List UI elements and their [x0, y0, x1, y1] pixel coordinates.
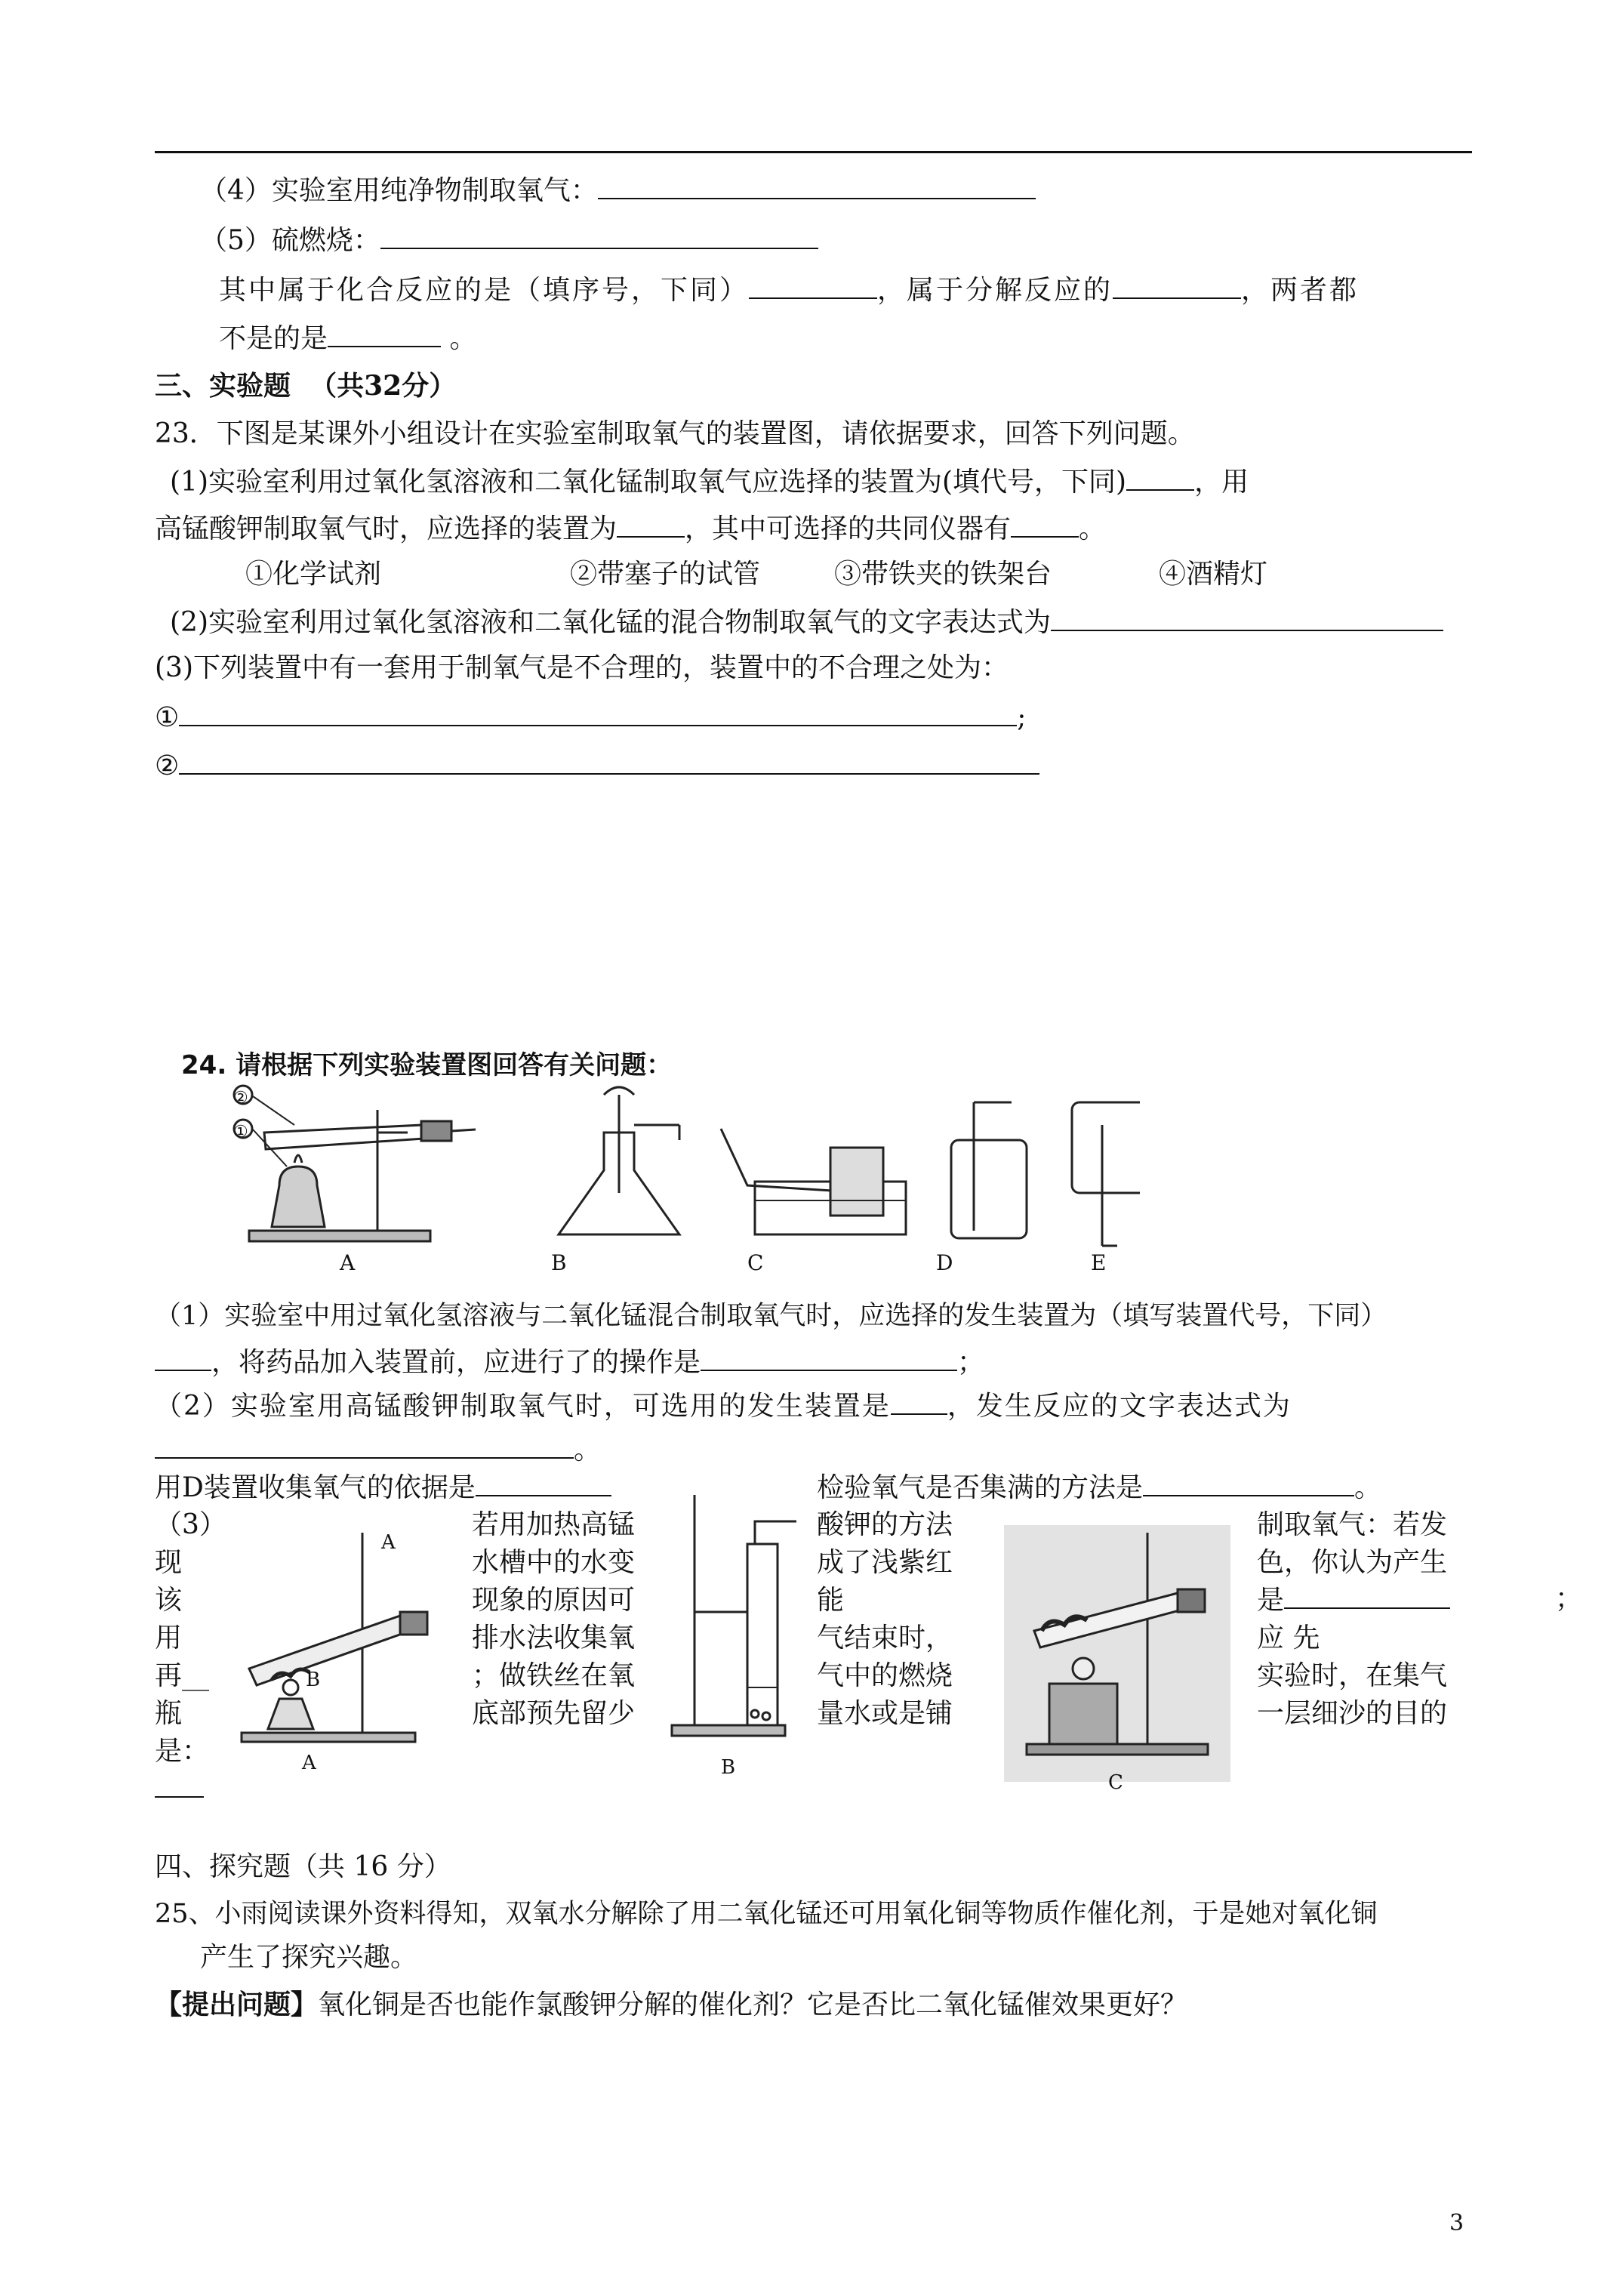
answer-blank[interactable]	[179, 747, 1039, 775]
q24-p2-line2: 。	[155, 1432, 601, 1468]
q23-option-2: ②带塞子的试管	[570, 559, 761, 590]
q25-line1: 25、小雨阅读课外资料得知，双氧水分解除了用二氧化锰还可用氧化铜等物质作催化剂，于是她对氧化铜	[155, 1899, 1378, 1929]
fig2-caption-b: B	[721, 1756, 736, 1779]
q22-item4: （4）实验室用纯净物制取氧气：	[200, 172, 1036, 208]
answer-blank[interactable]	[617, 510, 685, 538]
q24-p1-line1: （1）实验室中用过氧化氢溶液与二氧化锰混合制取氧气时，应选择的发生装置为（填写装置代号，下同）	[155, 1301, 1387, 1331]
fig-label-d: D	[936, 1250, 953, 1275]
page-number: 3	[1449, 2210, 1464, 2236]
q24-col4-end: ；	[1555, 1583, 1583, 1614]
q23-blank-1: ① ;	[155, 699, 1026, 735]
answer-blank[interactable]	[891, 1388, 947, 1415]
fig2-label-b1: B	[306, 1669, 321, 1691]
q22-item5: （5）硫燃烧：	[200, 222, 818, 258]
answer-blank[interactable]	[701, 1344, 957, 1371]
fig-label-c: C	[747, 1250, 764, 1275]
answer-blank[interactable]	[1051, 604, 1443, 631]
answer-blank[interactable]	[380, 222, 818, 249]
answer-blank[interactable]	[155, 1432, 574, 1459]
q25-line2: 产生了探究兴趣。	[200, 1942, 418, 1973]
answer-blank[interactable]	[476, 1469, 611, 1496]
fig-mark-2: ②	[233, 1089, 248, 1108]
fig-label-b: B	[551, 1250, 567, 1275]
answer-blank[interactable]	[179, 699, 1017, 726]
collecting-apparatus-figure-b	[664, 1491, 808, 1763]
answer-blank[interactable]	[598, 172, 1036, 199]
q23-intro: 23．下图是某课外小组设计在实验室制取氧气的装置图，请依据要求，回答下列问题。	[155, 418, 1195, 449]
q23-p1-line1: (1)实验室利用过氧化氢溶液和二氧化锰制取氧气应选择的装置为(填代号，下同) ，用	[170, 464, 1249, 500]
q24-col2: 若用加热高锰 水槽中的水变 现象的原因可 排水法收集氧 ；做铁丝在氧 底部预先留少	[472, 1509, 636, 1729]
heating-apparatus-figure-a	[226, 1518, 445, 1767]
q23-p2: (2)实验室利用过氧化氢溶液和二氧化锰的混合物制取氧气的文字表达式为	[170, 604, 1443, 640]
q24-title: 24. 请根据下列实验装置图回答有关问题：	[181, 1050, 673, 1080]
q24-p2-line3a: 用D装置收集氧气的依据是	[155, 1469, 611, 1505]
q24-col3: 酸钾的方法 成了浅紫红 能 气结束时， 气中的燃烧 量水或是铺	[817, 1509, 953, 1729]
answer-blank[interactable]	[749, 272, 877, 299]
q23-p3: (3)下列装置中有一套用于制氧气是不合理的，装置中的不合理之处为：	[155, 652, 1009, 683]
q23-option-1: ①化学试剂	[245, 559, 382, 590]
q23-option-4: ④酒精灯	[1159, 559, 1268, 590]
q23-p1-line2: 高锰酸钾制取氧气时，应选择的装置为 ，其中可选择的共同仪器有 。	[155, 510, 1106, 547]
q24-p2-line1: （2）实验室用高锰酸钾制取氧气时，可选用的发生装置是 ，发生反应的文字表达式为	[155, 1388, 1292, 1424]
apparatus-figure-a-to-e	[226, 1080, 1140, 1268]
fig-label-e: E	[1091, 1250, 1107, 1275]
q24-col4: 制取氧气：若发 色，你认为产生 是 应 先 实验时，在集气 一层细沙的目的	[1257, 1506, 1476, 1733]
q24-col1: （3） 现 该 用 再__ 瓶 是：	[155, 1506, 230, 1808]
q25-question: 【提出问题】氧化铜是否也能作氯酸钾分解的催化剂？它是否比二氧化锰催效果更好？	[155, 1989, 1188, 2020]
fig-mark-1: ①	[233, 1123, 248, 1142]
q24-p1-line2: ，将药品加入装置前，应进行了的操作是 ；	[155, 1344, 984, 1380]
q24-p2-line3b: 检验氧气是否集满的方法是 。	[817, 1469, 1381, 1505]
q23-blank-2: ②	[155, 747, 1039, 784]
answer-blank[interactable]	[1011, 510, 1079, 538]
q22-classify: 其中属于化合反应的是（填序号，下同） ，属于分解反应的 ，两者都	[219, 272, 1359, 308]
answer-blank[interactable]	[155, 1344, 211, 1371]
fig-label-a: A	[340, 1250, 356, 1275]
q22-classify-2: 不是的是 。	[219, 320, 476, 356]
header-rule	[155, 151, 1472, 153]
section4-heading: 四、探究题（共 16 分）	[155, 1851, 451, 1882]
answer-blank[interactable]	[1126, 464, 1194, 491]
section3-heading: 三、实验题 （共32分）	[155, 370, 457, 402]
answer-blank[interactable]	[328, 320, 441, 347]
answer-blank[interactable]	[1143, 1469, 1354, 1496]
answer-blank[interactable]	[155, 1771, 204, 1798]
fig2-caption-a: A	[302, 1752, 316, 1774]
q23-option-3: ③带铁夹的铁架台	[834, 559, 1052, 590]
fig2-label-a1: A	[381, 1531, 396, 1554]
answer-blank[interactable]	[1113, 272, 1241, 299]
heating-apparatus-figure-c	[1004, 1525, 1230, 1782]
fig2-caption-c: C	[1108, 1771, 1123, 1794]
answer-blank[interactable]	[1284, 1582, 1450, 1609]
